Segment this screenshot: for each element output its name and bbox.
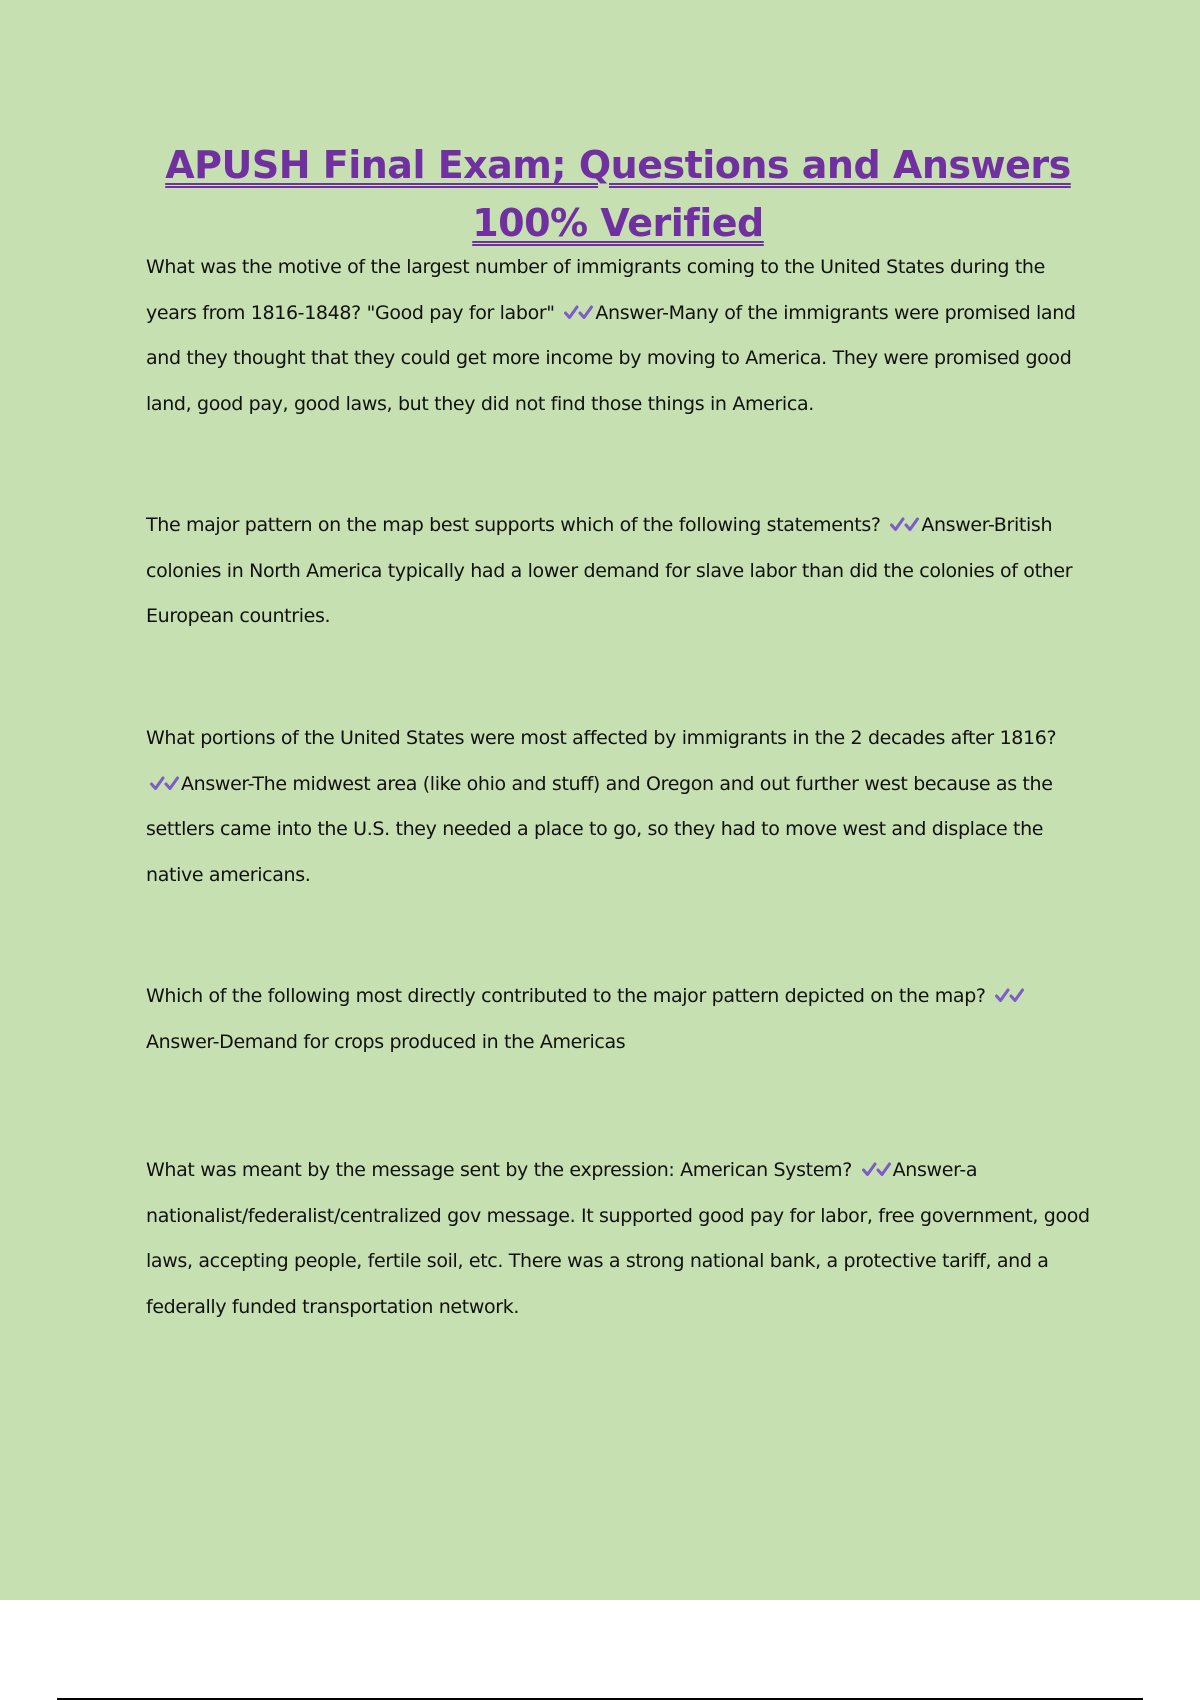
qa-item-1	[146, 245, 1091, 427]
answer-text: Answer-British colonies in North America typically had a lower demand for slave labor than did the colonies of other European countries.	[146, 514, 1073, 627]
qa-item-3	[146, 716, 1091, 898]
qa-item-2	[146, 503, 1091, 640]
title-line-2: 100% Verified	[472, 201, 764, 245]
title-line-1: APUSH Final Exam; Questions and Answers	[165, 143, 1071, 187]
question-text: What was the motive of the largest number of immigrants coming to the United States during the years from 1816-1848? "Good pay for labor"	[146, 256, 1045, 324]
answer-text: Answer-a nationalist/federalist/centralized gov message. It supported good pay for labor, free government, good laws, accepting people, fertile soil, etc. There was a strong national bank, a protective tariff, and a federally funded transportation network.	[146, 1159, 1090, 1318]
answer-text: Answer-Demand for crops produced in the Americas	[146, 1030, 626, 1053]
answer-text: Answer-The midwest area (like ohio and stuff) and Oregon and out further west because as the settlers came into the U.S. they needed a place to go, so they had to move west and displace the native americans.	[146, 772, 1053, 886]
question-text: The major pattern on the map best supports which of the following statements?	[146, 514, 881, 536]
document-title	[0, 136, 1200, 252]
question-text: Which of the following most directly contributed to the major pattern depicted on the map?	[146, 985, 986, 1007]
double-check-icon	[890, 514, 920, 534]
qa-item-5	[146, 1148, 1091, 1330]
question-text: What portions of the United States were most affected by immigrants in the 2 decades after 1816?	[146, 727, 1057, 749]
qa-item-4	[146, 974, 1091, 1065]
answer-text: Answer-Many of the immigrants were promised land and they thought that they could get more income by moving to America. They were promised good land, good pay, good laws, but they did not find those things in America.	[146, 301, 1076, 415]
double-check-icon	[995, 985, 1025, 1005]
double-check-icon	[862, 1159, 892, 1179]
double-check-icon	[150, 773, 180, 793]
question-text: What was meant by the message sent by the expression: American System?	[146, 1159, 852, 1181]
double-check-icon	[564, 302, 594, 322]
